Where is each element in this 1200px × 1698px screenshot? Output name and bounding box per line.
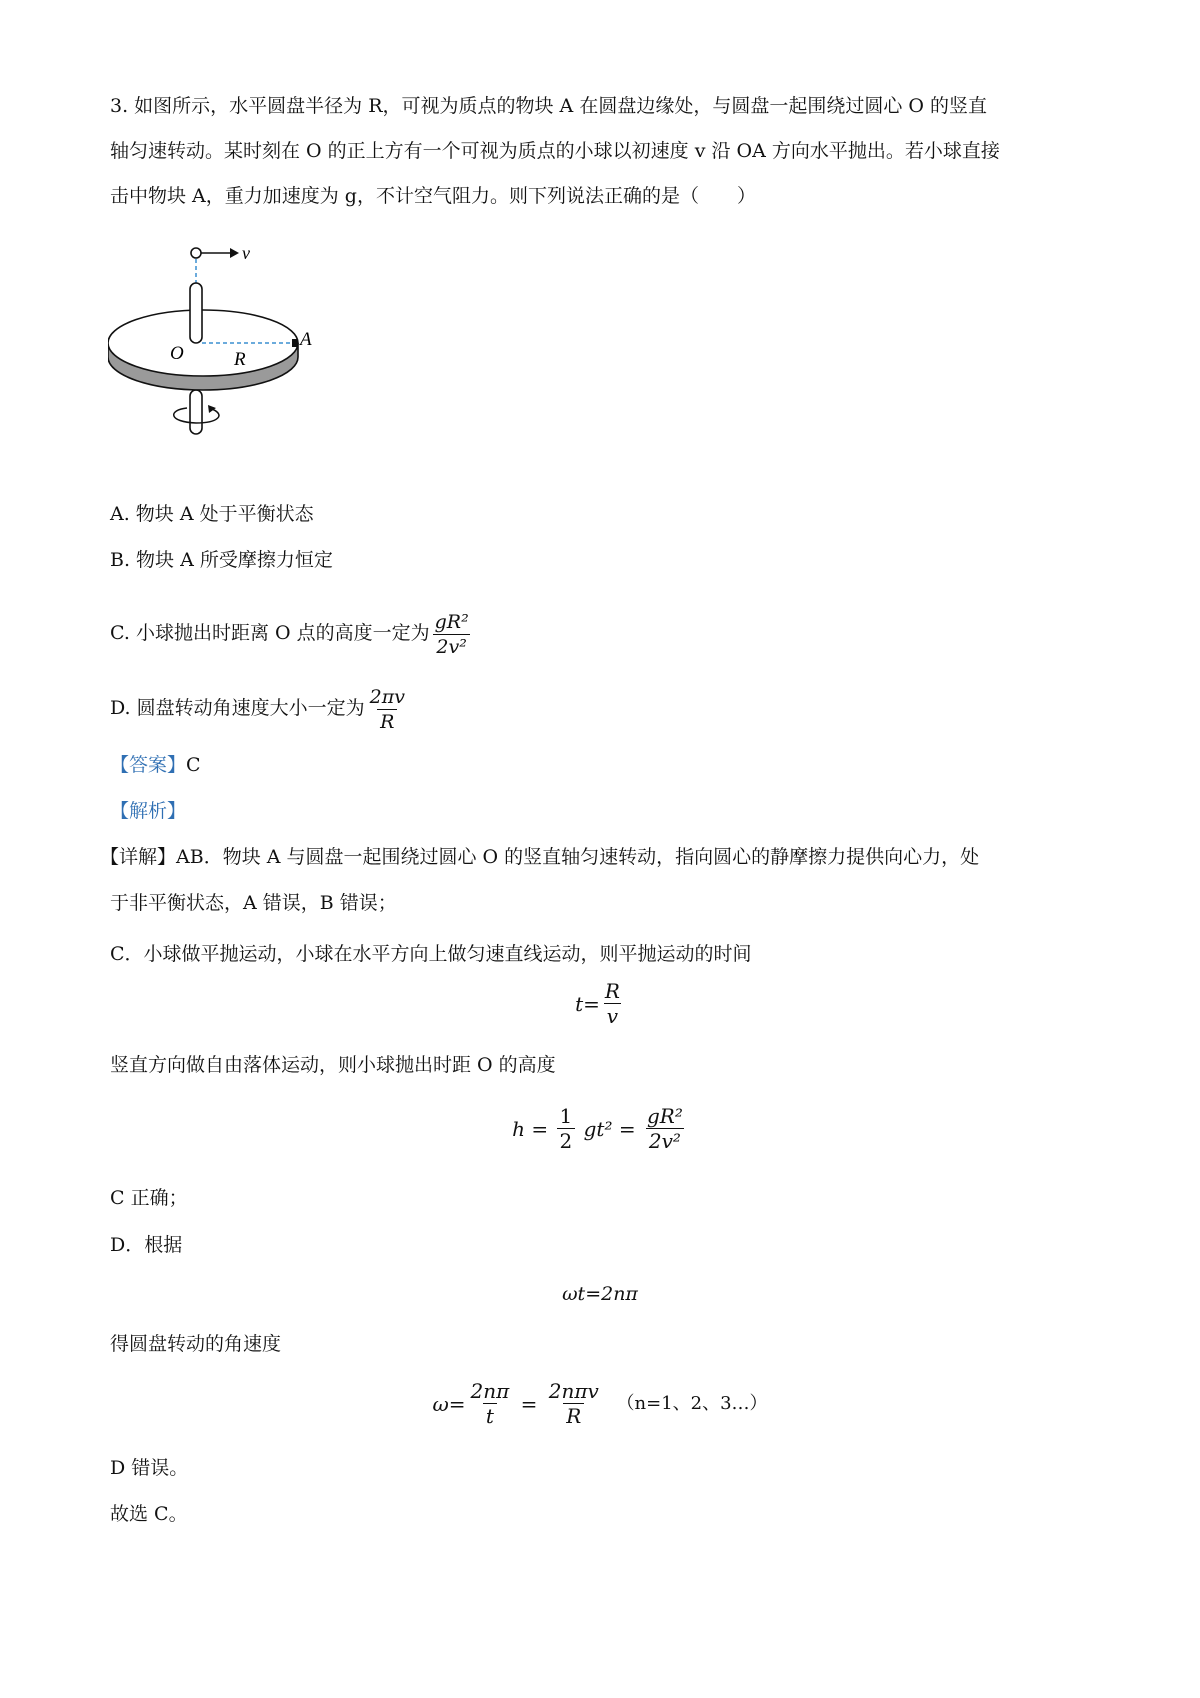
figure-label-a: A <box>300 329 312 350</box>
equation-h-middle: gt² = <box>583 1116 636 1141</box>
final-choice: 故选 C。 <box>110 1503 188 1525</box>
equation-h-denominator-1: 2 <box>557 1128 576 1152</box>
detail-ab-text-1: AB．物块 A 与圆盘一起围绕过圆心 O 的竖直轴匀速转动，指向圆心的静摩擦力提供向心力，处 <box>176 846 980 868</box>
equation-omega-lhs: ω= <box>432 1391 466 1416</box>
option-c-numerator: gR² <box>434 610 469 633</box>
equation-h <box>0 1105 1200 1152</box>
upper-shaft <box>190 283 202 343</box>
equation-t-numerator: R <box>604 979 620 1003</box>
equation-t-lhs: t= <box>575 991 600 1016</box>
equation-omega <box>0 1380 1200 1427</box>
equation-omega-condition: （n=1、2、3…） <box>616 1392 768 1414</box>
block-a <box>292 339 298 347</box>
equation-h-lhs: h = <box>512 1116 549 1141</box>
equation-omega-numerator-2: 2nπv <box>548 1379 599 1403</box>
equation-t-denominator: v <box>604 1003 621 1027</box>
figure-label-o: O <box>170 343 184 364</box>
figure-label-v: v <box>242 245 250 263</box>
detail-c-line-2: 竖直方向做自由落体运动，则小球抛出时距 O 的高度 <box>110 1054 556 1076</box>
answer-value: C <box>186 754 201 776</box>
equation-h-numerator-2: gR² <box>646 1104 683 1128</box>
option-d-text: D. 圆盘转动角速度大小一定为 <box>110 697 365 719</box>
question-line-3: 击中物块 A，重力加速度为 g，不计空气阻力。则下列说法正确的是（ ） <box>110 185 756 207</box>
question-line-2: 轴匀速转动。某时刻在 O 的正上方有一个可视为质点的小球以初速度 v 沿 OA 方向水平抛出。若小球直接 <box>110 140 1000 162</box>
detail-d-line-2: 得圆盘转动的角速度 <box>110 1333 282 1355</box>
option-c <box>110 603 474 663</box>
option-c-fraction <box>432 611 472 658</box>
answer-tag: 【答案】 <box>110 754 187 776</box>
option-c-text: C. 小球抛出时距离 O 点的高度一定为 <box>110 622 430 644</box>
detail-tag: 【详解】 <box>100 846 177 868</box>
option-b: B. 物块 A 所受摩擦力恒定 <box>110 549 333 571</box>
equation-omega-denominator-2: R <box>563 1403 584 1427</box>
lower-shaft <box>190 390 202 434</box>
detail-d-line-1: D．根据 <box>110 1234 183 1256</box>
ball-icon <box>191 248 201 258</box>
figure-label-r: R <box>234 349 246 370</box>
option-d-fraction <box>367 686 408 733</box>
detail-c-conclusion: C 正确； <box>110 1187 188 1209</box>
option-d <box>110 678 410 738</box>
option-a: A. 物块 A 处于平衡状态 <box>110 503 314 525</box>
detail-ab-line-1 <box>100 843 979 871</box>
analysis-tag: 【解析】 <box>110 800 187 822</box>
rotating-disk-figure <box>108 245 348 460</box>
option-c-denominator: 2v² <box>433 634 469 658</box>
detail-c-line-1: C．小球做平抛运动，小球在水平方向上做匀速直线运动，则平抛运动的时间 <box>110 943 752 965</box>
equation-t <box>0 980 1200 1027</box>
detail-d-conclusion: D 错误。 <box>110 1457 189 1479</box>
equation-omega-denominator-1: t <box>483 1403 497 1427</box>
detail-ab-line-2: 于非平衡状态，A 错误，B 错误； <box>110 892 397 914</box>
equation-omega-numerator-1: 2nπ <box>470 1379 510 1403</box>
equation-h-numerator-1: 1 <box>559 1104 573 1128</box>
answer-line <box>110 751 201 779</box>
equation-h-denominator-2: 2v² <box>646 1128 684 1152</box>
velocity-arrowhead-icon <box>230 248 239 258</box>
option-d-denominator: R <box>377 709 397 733</box>
question-line-1: 3. 如图所示，水平圆盘半径为 R，可视为质点的物块 A 在圆盘边缘处，与圆盘一起围绕过圆心 O 的竖直 <box>110 95 987 117</box>
option-d-numerator: 2πv <box>369 685 405 708</box>
equation-omega-equals: = <box>520 1391 538 1416</box>
equation-wt: ωt=2nπ <box>562 1283 638 1305</box>
rotation-arrowhead-icon <box>208 405 216 413</box>
